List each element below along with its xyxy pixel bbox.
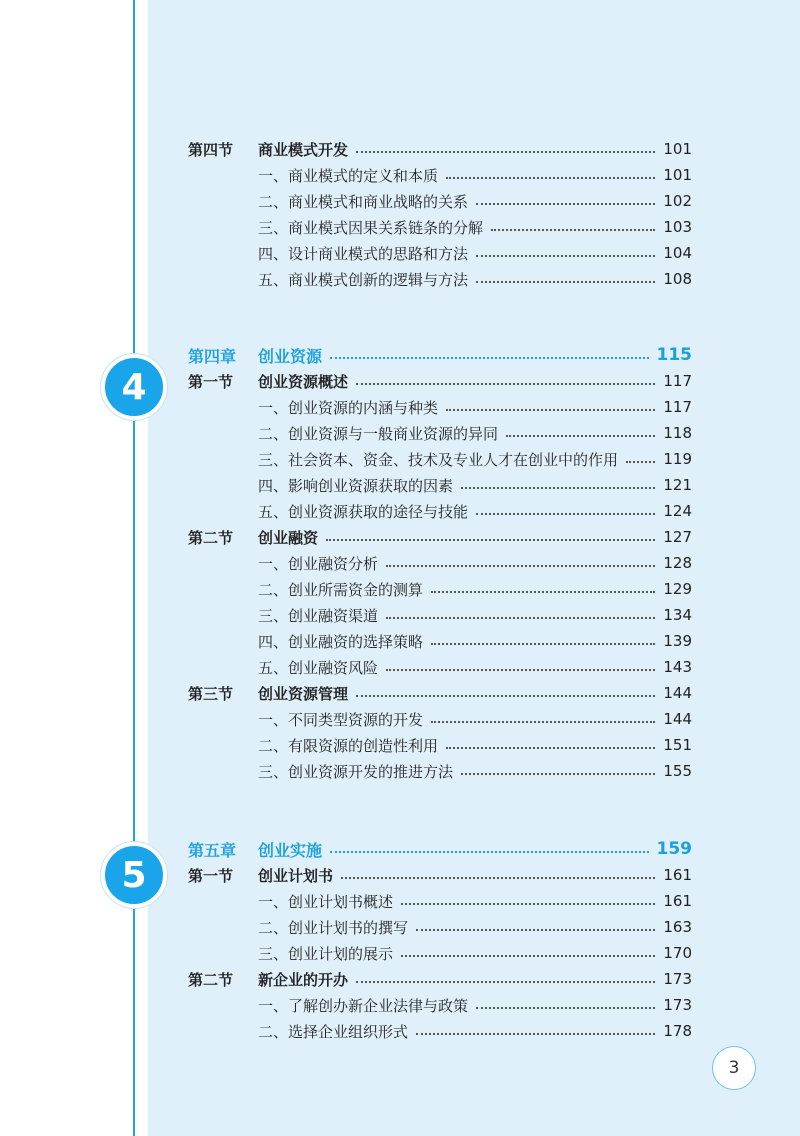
leader-dots: [431, 643, 655, 645]
toc-section-row: [188, 369, 692, 393]
leader-dots: [446, 177, 655, 179]
toc-subsection-row: [188, 759, 692, 783]
toc-page-number: 159: [656, 839, 692, 859]
toc-page-number: 170: [663, 944, 692, 962]
leader-dots: [626, 461, 655, 463]
toc-subsection-row: [188, 1019, 692, 1043]
toc-page-number: 139: [663, 632, 692, 650]
toc-page-number: 117: [663, 372, 692, 390]
toc-subsection-row: [188, 215, 692, 239]
leader-dots: [386, 617, 655, 619]
toc-subsection-row: [188, 941, 692, 965]
toc-page-number: 102: [663, 192, 692, 210]
toc-subsection-row: [188, 889, 692, 913]
toc-label: 第四节: [188, 140, 234, 159]
toc-title: 一、创业计划书概述: [258, 892, 394, 911]
toc-subsection-row: [188, 499, 692, 523]
toc-title: 二、商业模式和商业战略的关系: [258, 192, 469, 211]
toc-title: 一、创业资源的内涵与种类: [258, 398, 439, 417]
toc-label: 第二节: [188, 970, 234, 989]
toc-title: 创业资源: [258, 346, 323, 366]
toc-title: 二、创业所需资金的测算: [258, 580, 424, 599]
leader-dots: [341, 877, 655, 879]
toc-section-row: [188, 863, 692, 887]
toc-subsection-row: [188, 421, 692, 445]
toc-page-number: 161: [663, 866, 692, 884]
toc-title: 创业资源概述: [258, 372, 349, 391]
toc-title: 二、选择企业组织形式: [258, 1022, 409, 1041]
leader-dots: [476, 513, 655, 515]
toc-section-row: [188, 967, 692, 991]
toc-title: 四、影响创业资源获取的因素: [258, 476, 454, 495]
toc-title: 一、创业融资分析: [258, 554, 379, 573]
toc-subsection-row: [188, 603, 692, 627]
toc-subsection-row: [188, 577, 692, 601]
toc-title: 商业模式开发: [258, 140, 349, 159]
toc-page-number: 128: [663, 554, 692, 572]
toc-subsection-row: [188, 551, 692, 575]
toc-subsection-row: [188, 267, 692, 291]
toc-subsection-row: [188, 395, 692, 419]
leader-dots: [476, 1007, 655, 1009]
toc-label: 第四章: [188, 346, 237, 366]
toc-subsection-row: [188, 189, 692, 213]
toc-title: 创业融资: [258, 528, 319, 547]
leader-dots: [506, 435, 655, 437]
toc-title: 一、商业模式的定义和本质: [258, 166, 439, 185]
toc-page-number: 103: [663, 218, 692, 236]
toc-title: 三、商业模式因果关系链条的分解: [258, 218, 484, 237]
leader-dots: [476, 281, 655, 283]
toc-page-number: 101: [663, 140, 692, 158]
toc-label: 第二节: [188, 528, 234, 547]
leader-dots: [446, 747, 655, 749]
leader-dots: [330, 357, 648, 359]
leader-dots: [401, 903, 655, 905]
toc-subsection-row: [188, 707, 692, 731]
toc-label: 第一节: [188, 866, 234, 885]
toc-label: 第五章: [188, 840, 237, 860]
toc-subsection-row: [188, 473, 692, 497]
leader-dots: [461, 773, 655, 775]
toc-title: 五、商业模式创新的逻辑与方法: [258, 270, 469, 289]
toc-chapter-row: [188, 342, 692, 368]
toc-title: 二、有限资源的创造性利用: [258, 736, 439, 755]
toc-label: 第三节: [188, 684, 234, 703]
toc-page-number: 173: [663, 996, 692, 1014]
chapter-5-badge: 5: [101, 842, 167, 908]
toc-page-number: 119: [663, 450, 692, 468]
toc-title: 四、创业融资的选择策略: [258, 632, 424, 651]
toc-subsection-row: [188, 993, 692, 1017]
toc-title: 创业资源管理: [258, 684, 349, 703]
toc-title: 新企业的开办: [258, 970, 349, 989]
toc-subsection-row: [188, 241, 692, 265]
toc-title: 五、创业融资风险: [258, 658, 379, 677]
leader-dots: [356, 383, 655, 385]
toc-page-number: 104: [663, 244, 692, 262]
leader-dots: [416, 1033, 655, 1035]
leader-dots: [401, 955, 655, 957]
toc-title: 一、不同类型资源的开发: [258, 710, 424, 729]
leader-dots: [330, 851, 648, 853]
toc-page-number: 144: [663, 710, 692, 728]
leader-dots: [386, 669, 655, 671]
toc-title: 三、社会资本、资金、技术及专业人才在创业中的作用: [258, 450, 619, 469]
toc-title: 创业实施: [258, 840, 323, 860]
toc-page-number: 155: [663, 762, 692, 780]
chapter-4-badge: 4: [101, 354, 167, 420]
leader-dots: [431, 721, 655, 723]
toc-title: 二、创业资源与一般商业资源的异同: [258, 424, 499, 443]
toc-page-number: 144: [663, 684, 692, 702]
margin-line: [133, 0, 135, 1136]
leader-dots: [431, 591, 655, 593]
toc-chapter-row: [188, 836, 692, 862]
toc-title: 五、创业资源获取的途径与技能: [258, 502, 469, 521]
toc-subsection-row: [188, 447, 692, 471]
leader-dots: [416, 929, 655, 931]
toc-page-number: 143: [663, 658, 692, 676]
toc-page-number: 101: [663, 166, 692, 184]
toc-title: 创业计划书: [258, 866, 334, 885]
toc-page-number: 108: [663, 270, 692, 288]
toc-title: 一、了解创办新企业法律与政策: [258, 996, 469, 1015]
toc-subsection-row: [188, 629, 692, 653]
leader-dots: [356, 151, 655, 153]
leader-dots: [386, 565, 655, 567]
toc-page-number: 127: [663, 528, 692, 546]
toc-page-number: 161: [663, 892, 692, 910]
leader-dots: [446, 409, 655, 411]
toc-title: 四、设计商业模式的思路和方法: [258, 244, 469, 263]
toc-subsection-row: [188, 915, 692, 939]
toc-page-number: 117: [663, 398, 692, 416]
toc-page-number: 178: [663, 1022, 692, 1040]
toc-title: 二、创业计划书的撰写: [258, 918, 409, 937]
toc-subsection-row: [188, 733, 692, 757]
toc-page-number: 118: [663, 424, 692, 442]
toc-section-row: [188, 681, 692, 705]
leader-dots: [356, 981, 655, 983]
toc-label: 第一节: [188, 372, 234, 391]
leader-dots: [356, 695, 655, 697]
toc-page-number: 163: [663, 918, 692, 936]
toc-section-row: [188, 525, 692, 549]
toc-subsection-row: [188, 163, 692, 187]
toc-page-number: 121: [663, 476, 692, 494]
leader-dots: [461, 487, 655, 489]
leader-dots: [476, 203, 655, 205]
toc-page-number: 129: [663, 580, 692, 598]
toc-section-row: [188, 137, 692, 161]
leader-dots: [476, 255, 655, 257]
toc-page-number: 151: [663, 736, 692, 754]
leader-dots: [326, 539, 655, 541]
toc-page-number: 173: [663, 970, 692, 988]
toc-page-number: 134: [663, 606, 692, 624]
toc-page-number: 124: [663, 502, 692, 520]
toc-subsection-row: [188, 655, 692, 679]
toc-title: 三、创业计划的展示: [258, 944, 394, 963]
toc-title: 三、创业资源开发的推进方法: [258, 762, 454, 781]
toc-page-number: 115: [656, 345, 692, 365]
page-number: 3: [712, 1046, 756, 1090]
toc-title: 三、创业融资渠道: [258, 606, 379, 625]
leader-dots: [491, 229, 655, 231]
